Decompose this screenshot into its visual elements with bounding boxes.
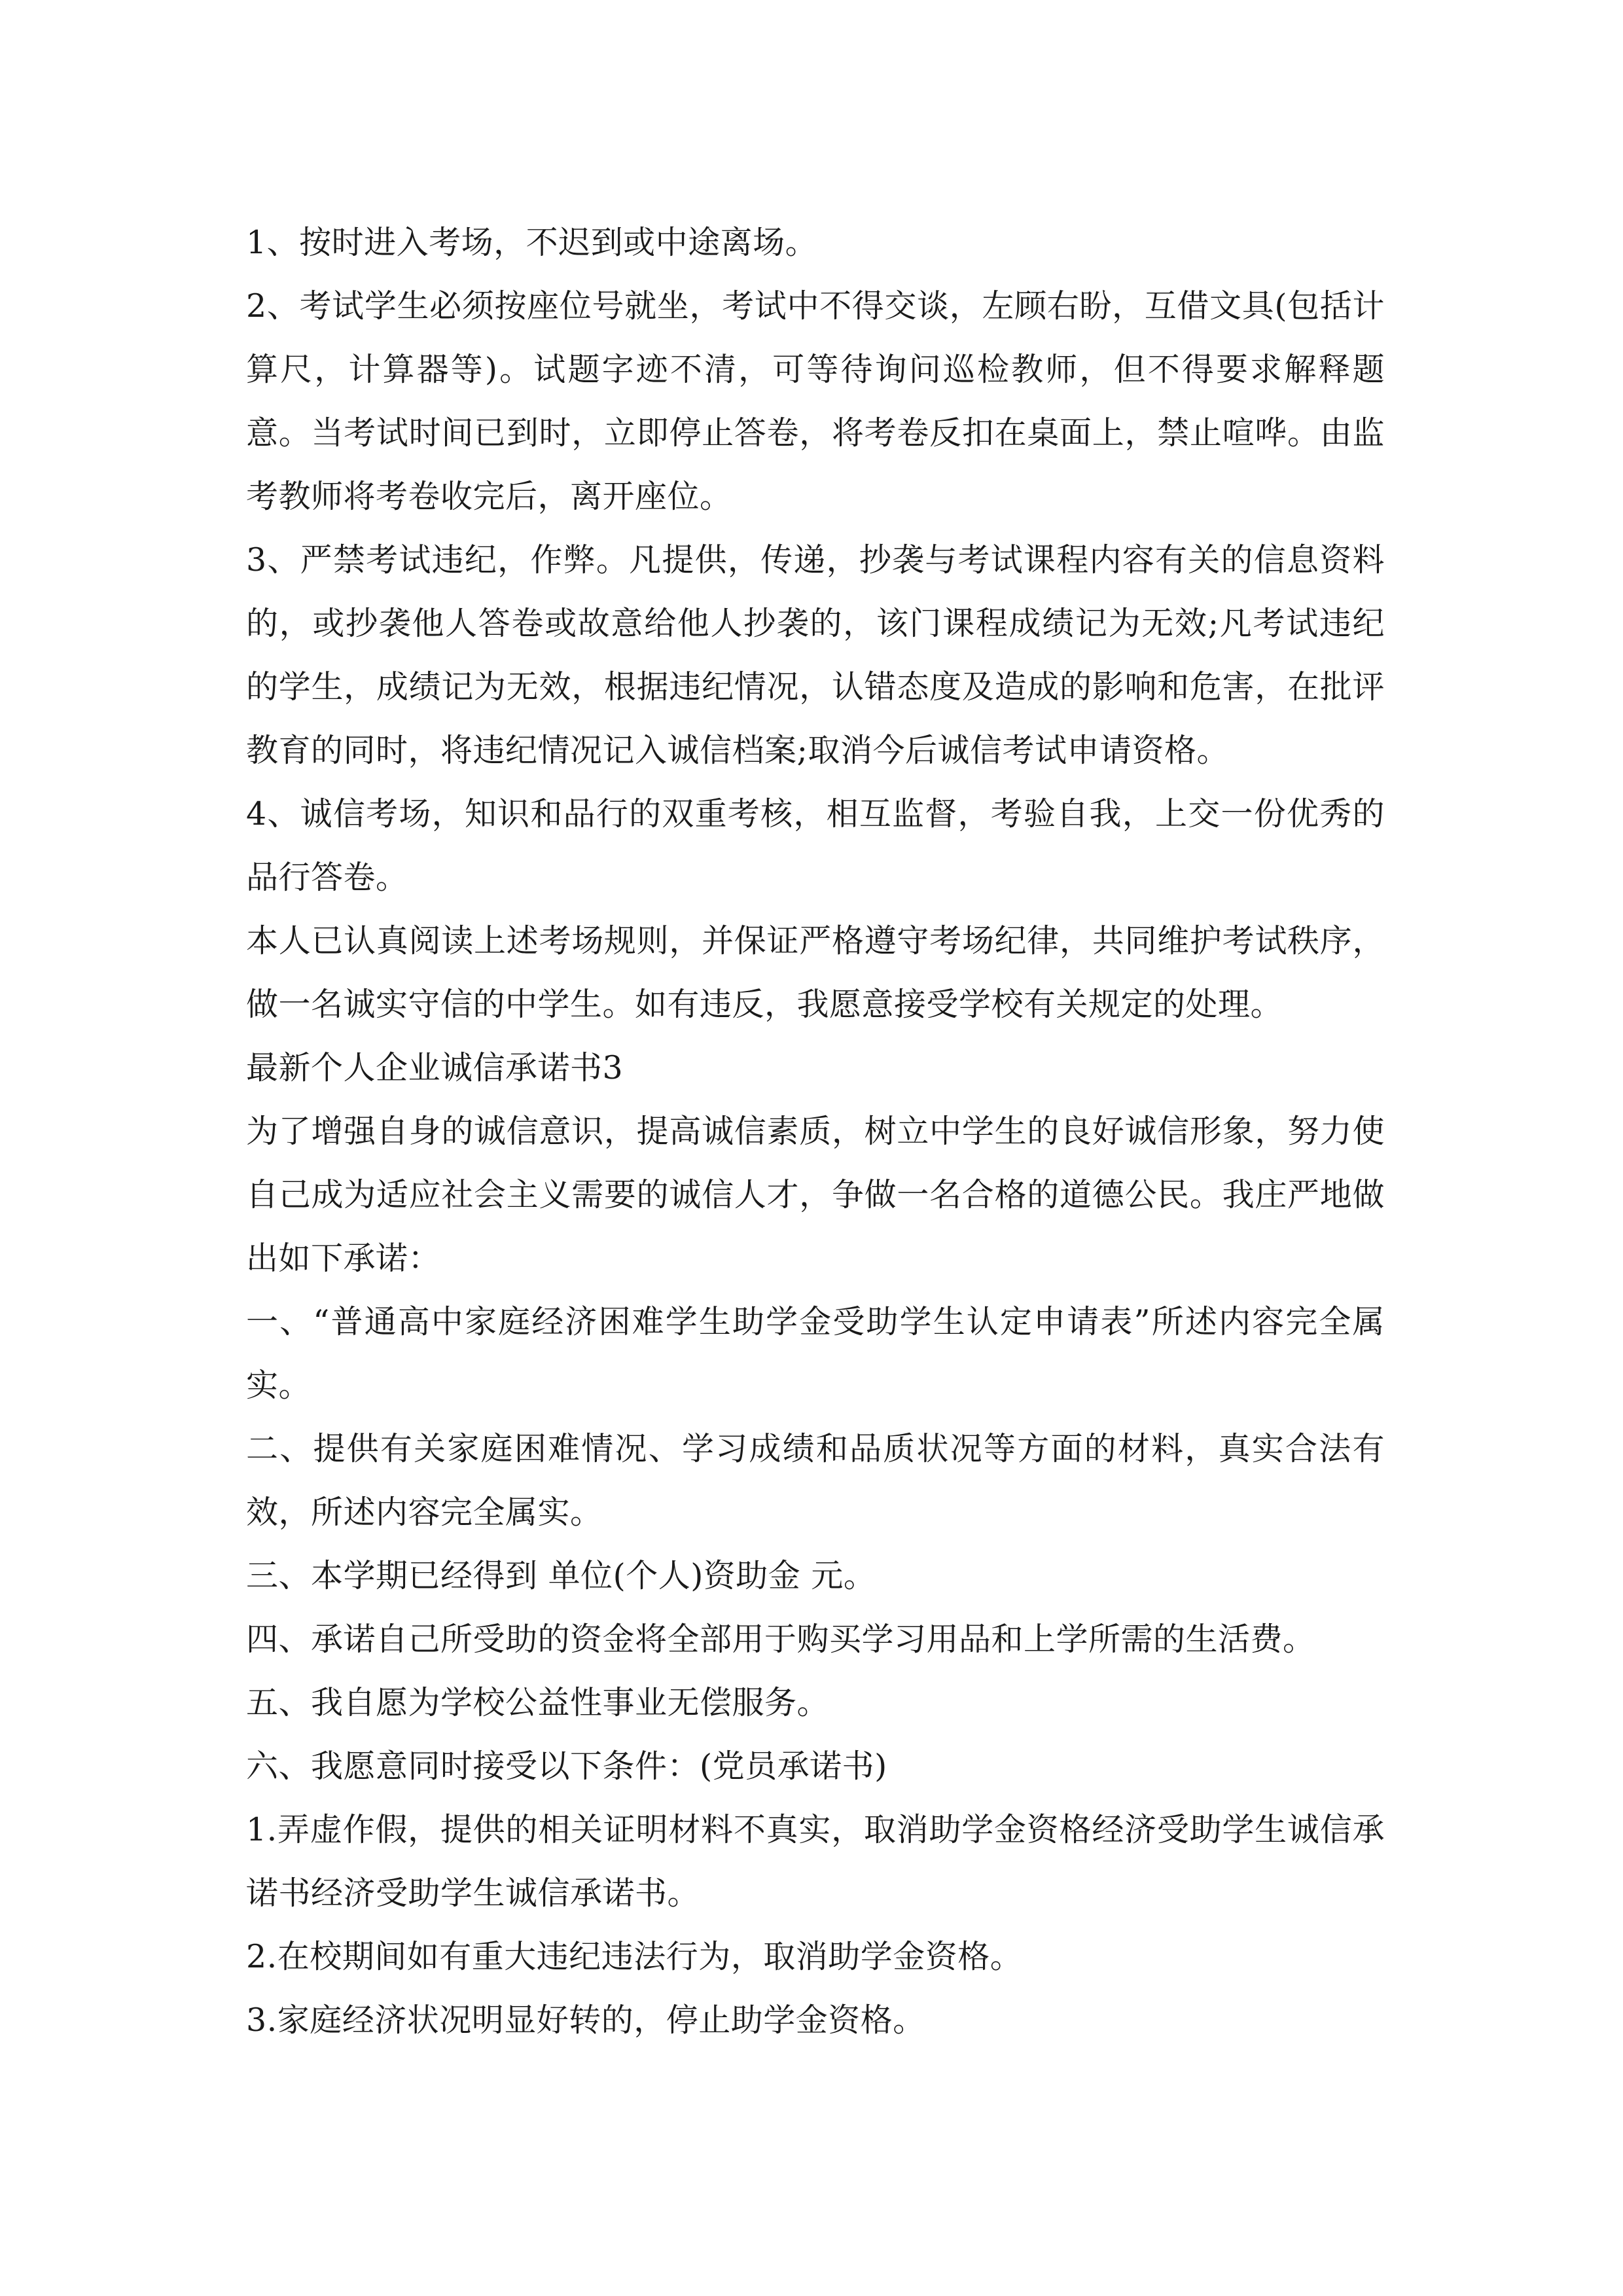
rule-3-paragraph: 3、严禁考试违纪，作弊。凡提供，传递，抄袭与考试课程内容有关的信息资料的，或抄袭他人答卷或故意给他人抄袭的，该门课程成绩记为无效;凡考试违纪的学生，成绩记为无效，根据违纪情况，认错态度及造成的影响和危害，在批评教育的同时，将违纪情况记入诚信档案;取消今后诚信考试申请资格。	[246, 541, 1385, 769]
intro-paragraph: 为了增强自身的诚信意识，提高诚信素质，树立中学生的良好诚信形象，努力使自己成为适应社会主义需要的诚信人才，争做一名合格的道德公民。我庄严地做出如下承诺：	[246, 1113, 1385, 1277]
commitment-6-paragraph: 六、我愿意同时接受以下条件：(党员承诺书)	[246, 1748, 887, 1785]
pledge-statement-paragraph: 本人已认真阅读上述考场规则，并保证严格遵守考场纪律，共同维护考试秩序，做一名诚实守信的中学生。如有违反，我愿意接受学校有关规定的处理。	[246, 922, 1385, 1023]
condition-1-paragraph: 1.弄虚作假，提供的相关证明材料不真实，取消助学金资格经济受助学生诚信承诺书经济受助学生诚信承诺书。	[246, 1811, 1385, 1912]
rule-4-paragraph: 4、诚信考场，知识和品行的双重考核，相互监督，考验自我，上交一份优秀的品行答卷。	[246, 795, 1385, 896]
rule-2-paragraph: 2、考试学生必须按座位号就坐，考试中不得交谈，左顾右盼，互借文具(包括计算尺，计算器等)。试题字迹不清，可等待询问巡检教师，但不得要求解释题意。当考试时间已到时，立即停止答卷，将考卷反扣在桌面上，禁止喧哗。由监考教师将考卷收完后，离开座位。	[246, 287, 1385, 515]
commitment-1-paragraph: 一、“普通高中家庭经济困难学生助学金受助学生认定申请表”所述内容完全属实。	[246, 1303, 1385, 1404]
commitment-3-paragraph: 三、本学期已经得到 单位(个人)资助金 元。	[246, 1557, 876, 1594]
rule-1-paragraph: 1、按时进入考场，不迟到或中途离场。	[246, 224, 818, 261]
section-heading: 最新个人企业诚信承诺书3	[246, 1049, 624, 1086]
document-page	[246, 211, 1385, 2052]
condition-2-paragraph: 2.在校期间如有重大违纪违法行为，取消助学金资格。	[246, 1938, 1023, 1975]
commitment-5-paragraph: 五、我自愿为学校公益性事业无偿服务。	[246, 1684, 830, 1721]
condition-3-paragraph: 3.家庭经济状况明显好转的，停止助学金资格。	[246, 2001, 925, 2039]
commitment-4-paragraph: 四、承诺自己所受助的资金将全部用于购买学习用品和上学所需的生活费。	[246, 1621, 1315, 1658]
commitment-2-paragraph: 二、提供有关家庭困难情况、学习成绩和品质状况等方面的材料，真实合法有效，所述内容完全属实。	[246, 1430, 1385, 1531]
